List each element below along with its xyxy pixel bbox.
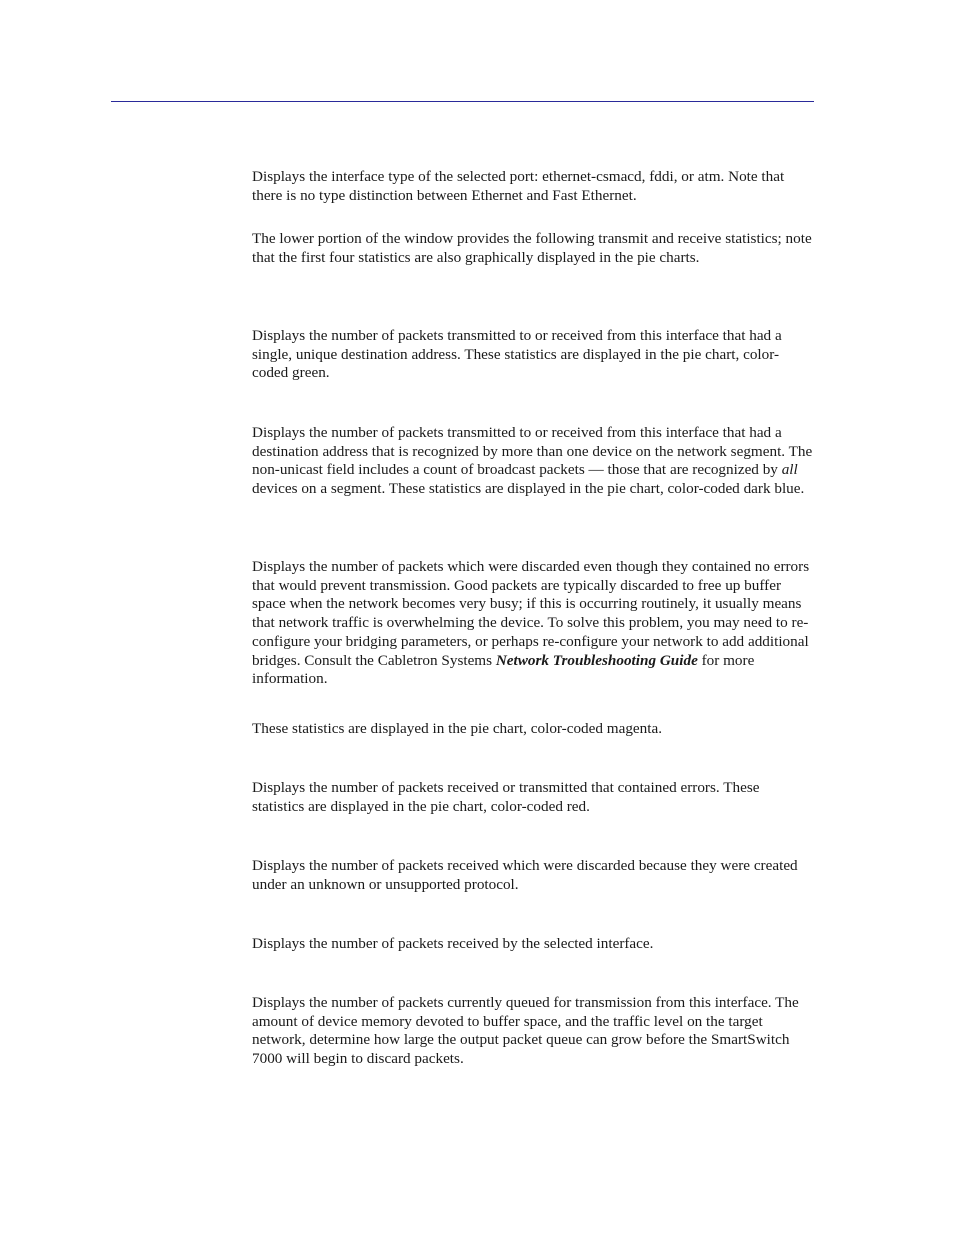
paragraph-non-unicast <box>252 424 814 499</box>
paragraph-unknown-protocol: Displays the number of packets received which were discarded because they were created under an unknown or unsupported protocol. <box>252 857 798 893</box>
discarded-text-after: for more information. <box>252 651 755 688</box>
paragraph-received: Displays the number of packets received by the selected interface. <box>252 935 654 952</box>
paragraph-queue: Displays the number of packets currently queued for transmission from this interface. The amount of device memory devoted to buffer space, and the traffic level on the target network, determine how large the output packet queue can grow before the SmartSwitch 7000 will begin to discard packets. <box>252 994 799 1068</box>
header-rule <box>111 101 814 102</box>
paragraph-lower-portion: The lower portion of the window provides the following transmit and receive statistics; note that the first four statistics are also graphically displayed in the pie charts. <box>252 230 812 266</box>
non-unicast-emphasis: all <box>781 461 798 479</box>
paragraph-interface-type: Displays the interface type of the selected port: ethernet-csmacd, fddi, or atm. Note that there is no type distinction between Ethernet and Fast Ethernet. <box>252 168 785 204</box>
non-unicast-text-before: Displays the number of packets transmitted to or received from this interface that had a destination address that is recognized by more than one device on the network segment. The non-unicast field includes a count of broadcast packets — those that are recognized by <box>252 424 813 479</box>
paragraph-discarded <box>252 558 814 689</box>
guide-title: Network Troubleshooting Guide <box>495 651 698 669</box>
non-unicast-text-after: devices on a segment. These statistics are displayed in the pie chart, color-coded dark blue. <box>252 480 805 498</box>
discarded-text-before: Displays the number of packets which were discarded even though they contained no errors that would prevent transmission. Good packets are typically discarded to free up buffer space when the network becomes very busy; if this is occurring routinely, it usually means that network traffic is overwhelming the device. To solve this problem, you may need to re-configure your bridging parameters, or perhaps re-configure your network to add additional bridges. Consult the Cabletron Systems <box>252 558 810 669</box>
paragraph-unicast: Displays the number of packets transmitted to or received from this interface that had a single, unique destination address. These statistics are displayed in the pie chart, color-coded green. <box>252 327 782 382</box>
paragraph-errors: Displays the number of packets received or transmitted that contained errors. These statistics are displayed in the pie chart, color-coded red. <box>252 779 760 815</box>
paragraph-discarded-note: These statistics are displayed in the pie chart, color-coded magenta. <box>252 720 663 737</box>
